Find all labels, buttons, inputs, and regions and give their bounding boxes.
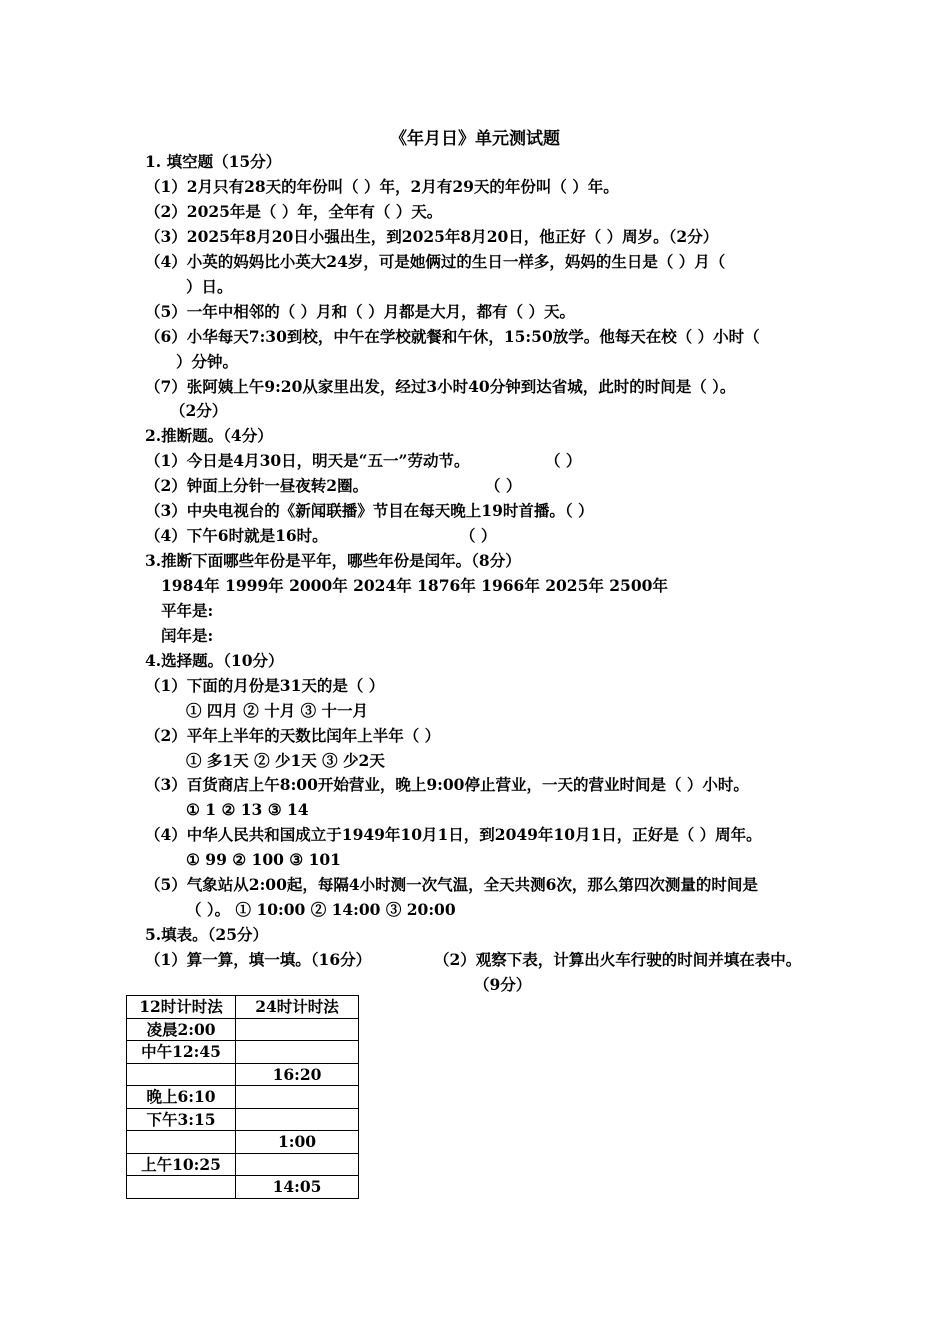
s5-sub-2: （2）观察下表，计算出火车行驶的时间并填在表中。 [434,950,802,969]
s1-question-7: （7）张阿姨上午9:20从家里出发，经过3小时40分钟到达省城，此时的时间是（ ）。 [145,377,736,396]
s2-answer-paren-1: （ ） [545,451,582,470]
table-cell [127,1063,236,1086]
table-cell [236,1018,359,1041]
table-cell [127,1131,236,1154]
table-cell [236,1086,359,1109]
table-cell: 上午10:25 [127,1153,236,1176]
table-header-row [127,996,359,1019]
s1-question-4-cont: ）日。 [186,277,233,296]
table-cell: 14:05 [236,1176,359,1199]
table-cell: 1:00 [236,1131,359,1154]
table-header-12h: 12时计时法 [127,996,236,1019]
table-cell: 16:20 [236,1063,359,1086]
table-row [127,1131,359,1154]
section5-heading: 5.填表。（25分） [145,925,269,944]
table-cell [236,1108,359,1131]
s2-answer-paren-4: （ ） [460,526,497,545]
s3-leap-years-label: 闰年是: [161,626,214,645]
s2-question-2: （2）钟面上分针一昼夜转2圈。 [145,476,369,495]
s5-sub-1: （1）算一算，填一填。（16分） [145,950,372,969]
table-row [127,1176,359,1199]
s2-question-1: （1）今日是4月30日，明天是“五一”劳动节。 [145,451,470,470]
section1-heading: 1. 填空题（15分） [145,152,282,171]
table-row [127,1108,359,1131]
table-cell [127,1176,236,1199]
s4-question-3-options: ① 1 ② 13 ③ 14 [186,800,309,819]
s2-question-3: （3）中央电视台的《新闻联播》节目在每天晚上19时首播。（ ） [145,501,594,520]
s1-question-1: （1）2月只有28天的年份叫（ ）年，2月有29天的年份叫（ ）年。 [145,177,619,196]
table-header-24h: 24时计时法 [236,996,359,1019]
table-cell: 晚上6:10 [127,1086,236,1109]
s3-common-years-label: 平年是: [161,601,214,620]
s4-question-2: （2）平年上半年的天数比闰年上半年（ ） [145,726,441,745]
section2-heading: 2.推断题。（4分） [145,426,273,445]
table-cell: 中午12:45 [127,1041,236,1064]
table-row [127,1041,359,1064]
s2-answer-paren-2: （ ） [485,476,522,495]
s4-question-4-options: ① 99 ② 100 ③ 101 [186,850,341,869]
s2-question-4: （4）下午6时就是16时。 [145,526,328,545]
table-row [127,1063,359,1086]
s4-question-3: （3）百货商店上午8:00开始营业，晚上9:00停止营业，一天的营业时间是（ ）小时。 [145,775,749,794]
s4-question-1: （1）下面的月份是31天的是（ ） [145,676,385,695]
s4-question-5-cont: （ ）。 ① 10:00 ② 14:00 ③ 20:00 [186,900,456,919]
s4-question-1-options: ① 四月 ② 十月 ③ 十一月 [186,701,368,720]
s3-year-list: 1984年 1999年 2000年 2024年 1876年 1966年 2025年 2500年 [161,576,668,595]
s1-question-2: （2）2025年是（ ）年，全年有（ ）天。 [145,202,443,221]
s1-question-6: （6）小华每天7:30到校，中午在学校就餐和午休，15:50放学。他每天在校（ ）小时（ [145,327,760,346]
table-cell: 下午3:15 [127,1108,236,1131]
table-cell [236,1153,359,1176]
section4-heading: 4.选择题。（10分） [145,651,284,670]
s5-sub-2-cont: （9分） [474,975,532,994]
s4-question-4: （4）中华人民共和国成立于1949年10月1日，到2049年10月1日，正好是（ ）周年。 [145,825,762,844]
section3-heading: 3.推断下面哪些年份是平年，哪些年份是闰年。（8分） [145,551,521,570]
s1-question-4: （4）小英的妈妈比小英大24岁，可是她俩过的生日一样多，妈妈的生日是（ ）月（ [145,252,726,271]
s1-question-3: （3）2025年8月20日小强出生，到2025年8月20日，他正好（ ）周岁。（2分） [145,227,719,246]
s1-question-7-cont: （2分） [170,401,228,420]
time-conversion-table [126,995,359,1199]
s1-question-5: （5）一年中相邻的（ ）月和（ ）月都是大月，都有（ ）天。 [145,302,575,321]
table-cell [236,1041,359,1064]
s4-question-2-options: ① 多1天 ② 少1天 ③ 少2天 [186,751,385,770]
page-title: 《年月日》单元测试题 [390,129,560,149]
table-row [127,1086,359,1109]
table-row [127,1018,359,1041]
table-row [127,1153,359,1176]
s4-question-5: （5）气象站从2:00起，每隔4小时测一次气温，全天共测6次，那么第四次测量的时间是 [145,875,758,894]
s1-question-6-cont: ）分钟。 [176,352,239,371]
table-cell: 凌晨2:00 [127,1018,236,1041]
